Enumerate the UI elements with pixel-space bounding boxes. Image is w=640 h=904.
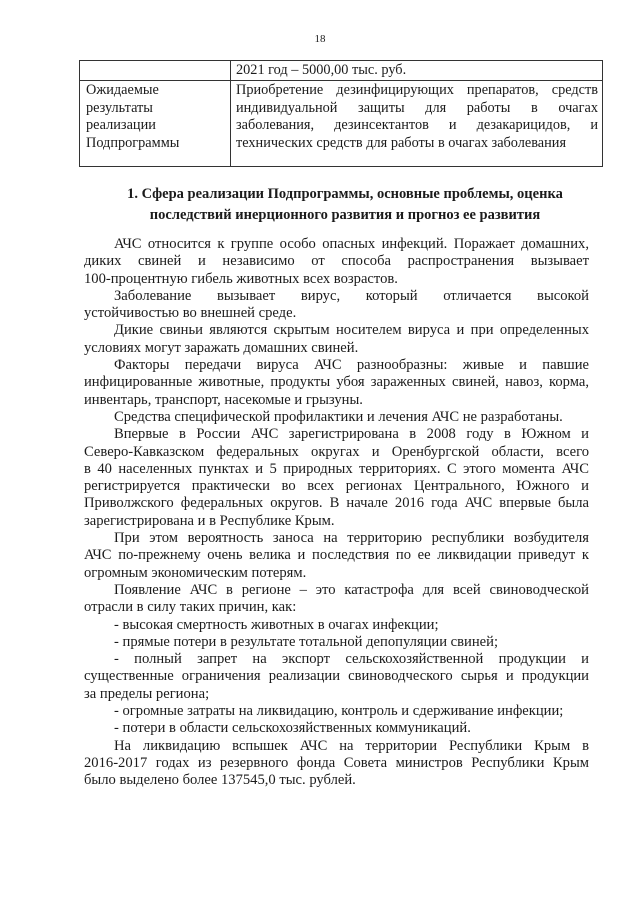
text-line: условиях могут заражать домашних свиней. xyxy=(84,339,359,356)
cell-text-line: Приобретение дезинфицирующих препаратов, средств xyxy=(236,81,598,98)
text-line: Появление АЧС в регионе – это катастрофа для всей свиноводческой xyxy=(114,581,589,598)
list-item-export-ban xyxy=(84,651,589,703)
text-line: - полный запрет на экспорт сельскохозяйственной продукции и xyxy=(114,651,589,668)
text-line: - высокая смертность животных в очагах инфекции; xyxy=(114,616,439,633)
text-line: зарегистрирована и в Республике Крым. xyxy=(84,512,335,529)
table-row xyxy=(80,61,603,81)
list-item-direct-losses xyxy=(84,634,589,651)
text-line: АЧС относится к группе особо опасных инфекций. Поражает домашних, xyxy=(114,236,589,252)
text-line: существенные ограничения реализации свиноводческого сырья и продукции xyxy=(84,668,589,685)
text-line: инвентарь, транспорт, насекомые и грызуны. xyxy=(84,391,363,408)
list-item-costs xyxy=(84,703,589,720)
paragraph-funding xyxy=(84,738,589,790)
paragraph-wild-boars xyxy=(84,322,589,357)
text-line: На ликвидацию вспышек АЧС на территории Республики Крым в xyxy=(114,737,589,754)
paragraph-transmission xyxy=(84,357,589,409)
text-line: При этом вероятность заноса на территорию республики возбудителя xyxy=(114,530,589,547)
table-cell-expected-results-value xyxy=(231,80,603,166)
paragraph-russia-history xyxy=(84,426,589,530)
text-line: было выделено более 137545,0 тыс. рублей. xyxy=(84,772,356,789)
paragraph-risk xyxy=(84,530,589,582)
paragraph-catastrophe xyxy=(84,582,589,617)
text-line: Впервые в России АЧС зарегистрирована в 2008 году в Южном и xyxy=(114,426,589,443)
text-line: - огромные затраты на ликвидацию, контроль и сдерживание инфекции; xyxy=(114,703,564,720)
text-line: устойчивостью во внешней среде. xyxy=(84,305,297,322)
text-line: 100-процентную гибель животных всех возрастов. xyxy=(84,270,398,287)
paragraph-prevention xyxy=(84,409,589,426)
text-line: отрасли в силу таких причин, как: xyxy=(84,599,297,616)
text-line: - прямые потери в результате тотальной депопуляции свиней; xyxy=(114,633,498,650)
cell-text-line: заболевания, дезинсектантов и дезакарицидов, и xyxy=(236,117,598,134)
table-cell-funding-2021: 2021 год – 5000,00 тыс. руб. xyxy=(231,61,603,81)
cell-text-line: индивидуальной защиты для работы в очагах xyxy=(236,99,598,116)
text-line: Средства специфической профилактики и лечения АЧС не разработаны. xyxy=(114,408,563,425)
page-number: 18 xyxy=(314,33,326,45)
text-line: регистрируется практически во всех регионах Центрального, Южного и xyxy=(84,478,589,495)
cell-text-line: результаты xyxy=(86,99,153,116)
cell-text-line: технических средств для работы в очагах заболевания xyxy=(236,135,567,152)
text-line: в 40 населенных пунктах и 5 природных территориях. С этого момента АЧС xyxy=(84,460,589,477)
text-line: Дикие свиньи являются скрытым носителем вируса и при определенных xyxy=(114,322,589,339)
text-line: АЧС по-прежнему очень велика и последствия по ее ликвидации приведут к xyxy=(84,547,589,564)
text-line: за пределы региона; xyxy=(84,685,210,702)
text-line: Факторы передачи вируса АЧС разнообразны: живые и павшие xyxy=(114,357,589,374)
list-item-mortality xyxy=(84,617,589,634)
cell-text-line: реализации xyxy=(86,117,156,134)
list-item-communications xyxy=(84,720,589,737)
cell-text-line: Ожидаемые xyxy=(86,81,159,98)
cell-text-line: Подпрограммы xyxy=(86,135,180,152)
section-heading xyxy=(100,184,590,226)
body-text xyxy=(84,236,589,790)
text-line: огромным экономическим потерям. xyxy=(84,564,307,581)
program-info-table xyxy=(79,60,603,167)
text-line: инфицированные животные, продукты убоя зараженных свиней, навоз, корма, xyxy=(84,374,589,391)
paragraph-virus xyxy=(84,288,589,323)
heading-line: 1. Сфера реализации Подпрограммы, основные проблемы, оценка xyxy=(127,186,563,202)
heading-line: последствий инерционного развития и прогноз ее развития xyxy=(149,207,541,223)
text-line: Северо-Кавказском федеральных округах и Оренбургской области, всего xyxy=(84,443,589,460)
table-cell-empty xyxy=(80,61,231,81)
paragraph-asf-intro xyxy=(84,236,589,288)
text-line: диких свиней и независимо от способа распространения вызывает xyxy=(84,253,589,270)
text-line: Заболевание вызывает вирус, который отличается высокой xyxy=(114,287,589,304)
text-line: - потери в области сельскохозяйственных коммуникаций. xyxy=(114,720,471,737)
text-line: Приволжского федеральных округов. В начале 2016 года АЧС впервые была xyxy=(84,495,589,512)
text-line: 2016-2017 годах из резервного фонда Совета министров Республики Крым xyxy=(84,754,589,771)
table-row xyxy=(80,80,603,166)
table-cell-expected-results-label xyxy=(80,80,231,166)
